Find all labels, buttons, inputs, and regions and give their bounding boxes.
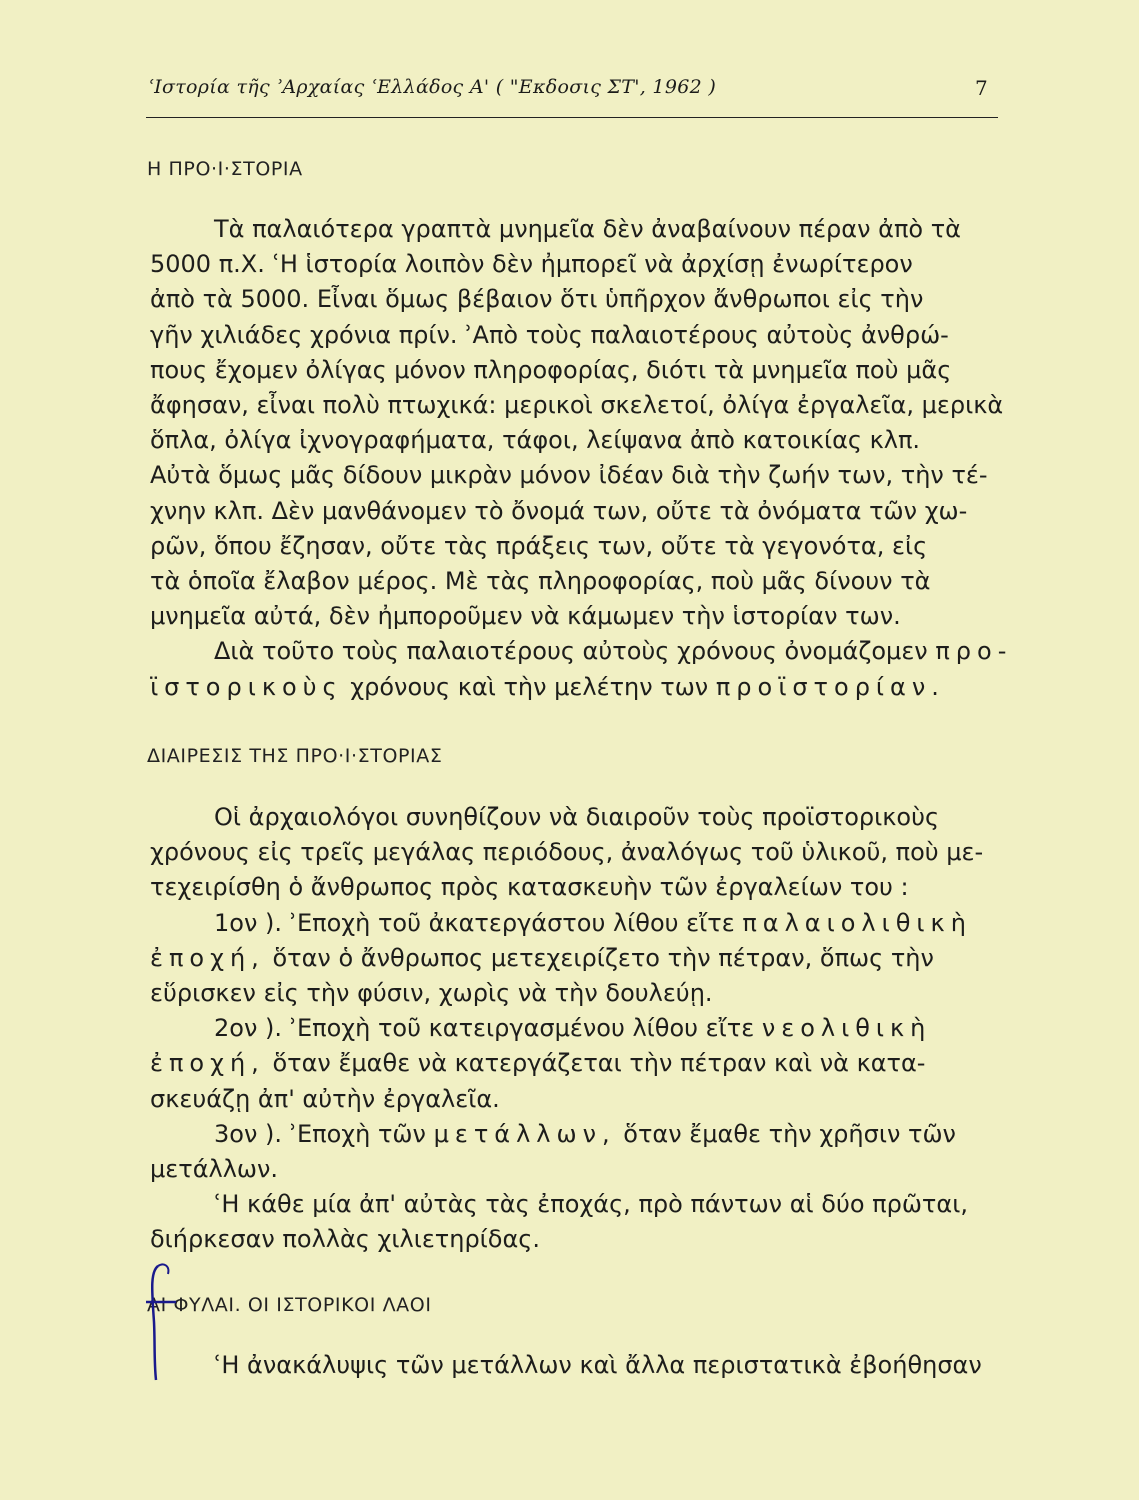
paragraph-prehistory-intro [150,212,1013,705]
section-title-divisions: ΔΙΑΙΡΕΣΙΣ ΤΗΣ ΠΡΟ·Ι·ΣΤΟΡΙΑΣ [147,745,443,767]
text-line [150,1011,1000,1046]
text-fragment: 2ον ). ʾΕποχὴ τοῦ κατειργασμένου λίθου εἴτε [214,1014,755,1043]
text-line: τὰ ὁποῖα ἔλαβον μέρος. Μὲ τὰς πληροφορίας, ποὺ μᾶς δίνουν τὰ [150,567,931,596]
text-line: ρῶν, ὅπου ἔζησαν, οὔτε τὰς πράξεις των, οὔτε τὰ γεγονότα, εἰς [150,531,928,560]
text-fragment: Διὰ τοῦτο τοὺς παλαιοτέρους αὐτοὺς χρόνους ὀνομάζομεν [214,637,928,666]
text-line: Οἱ ἀρχαιολόγοι συνηθίζουν νὰ διαιροῦν τοὺς προϊστορικοὺς [214,803,940,831]
text-fragment: 3ον ). ʾΕποχὴ τῶν [214,1119,426,1148]
spaced-term: ἐποχή, [150,943,265,972]
text-line: διήρκεσαν πολλὰς χιλιετηρίδας. [150,1225,541,1254]
section-title-prehistory: Η ΠΡΟ·Ι·ΣΤΟΡΙΑ [147,158,303,180]
text-fragment: ὅταν ἔμαθε νὰ κατεργάζεται τὴν πέτραν καὶ νὰ κατα- [272,1049,926,1078]
text-line [150,906,1000,941]
text-fragment: ὅταν ἔμαθε τὴν χρῆσιν τῶν [623,1119,956,1148]
spaced-term: ϊστορικοὺς [150,672,343,701]
text-line: γῆν χιλιάδες χρόνια πρίν. ʾΑπὸ τοὺς παλαιοτέρους αὐτοὺς ἀνθρώ- [150,320,949,349]
handwritten-mark-icon [140,1262,180,1382]
paragraph-peoples [150,1348,1000,1383]
text-line [150,634,1013,669]
text-line: τεχειρίσθη ὁ ἄνθρωπος πρὸς κατασκευὴν τῶν ἐργαλείων του : [150,873,909,902]
header-rule [146,117,998,118]
text-line: Αὐτὰ ὅμως μᾶς δίδουν μικρὰν μόνον ἰδέαν διὰ τὴν ζωήν των, τὴν τέ- [150,461,988,490]
text-line: ὅπλα, ὀλίγα ἰχνογραφήματα, τάφοι, λείψανα ἀπὸ κατοικίας κλπ. [150,426,921,455]
text-line: χρόνους εἰς τρεῖς μεγάλας περιόδους, ἀναλόγως τοῦ ὑλικοῦ, ποὺ με- [150,838,984,867]
text-line [150,1046,1000,1081]
text-line: σκευάζῃ ἀπ' αὐτὴν ἐργαλεῖα. [150,1084,500,1113]
text-fragment: χρόνους καὶ τὴν μελέτην των [350,672,709,701]
text-line: ἄφησαν, εἶναι πολὺ πτωχικά: μερικοὶ σκελετοί, ὀλίγα ἐργαλεῖα, μερικὰ [150,391,1004,420]
text-fragment: 1ον ). ʾΕποχὴ τοῦ ἀκατεργάστου λίθου εἴτε [214,908,735,937]
spaced-term: ἐποχή, [150,1049,265,1078]
page-number: 7 [974,76,988,100]
spaced-term: νεολιθικὴ [761,1014,932,1043]
section-title-peoples: ΑΙ ΦΥΛΑΙ. ΟΙ ΙΣΤΟΡΙΚΟΙ ΛΑΟΙ [147,1294,432,1316]
spaced-term: παλαιολιθικὴ [742,908,972,937]
paragraph-divisions [150,800,1000,1258]
running-header [148,76,988,98]
text-fragment: ὅταν ὁ ἄνθρωπος μετεχειρίζετο τὴν πέτραν, ὅπως τὴν [272,943,934,972]
text-line: ʿΗ ἀνακάλυψις τῶν μετάλλων καὶ ἄλλα περιστατικὰ ἐβοήθησαν [214,1351,982,1379]
text-line: ἀπὸ τὰ 5000. Εἶναι ὅμως βέβαιον ὅτι ὑπῆρχον ἄνθρωποι εἰς τὴν [150,285,924,314]
spaced-term: προ- [935,637,1013,666]
text-line: μνημεῖα αὐτά, δὲν ἠμποροῦμεν νὰ κάμωμεν τὴν ἱστορίαν των. [150,602,901,631]
text-line [150,670,1000,705]
text-line: Τὰ παλαιότερα γραπτὰ μνημεῖα δὲν ἀναβαίνουν πέραν ἀπὸ τὰ [214,215,961,243]
text-line: μετάλλων. [150,1155,279,1184]
text-line [150,941,1000,976]
spaced-term: προϊστορίαν. [715,672,945,701]
text-line: εὕρισκεν εἰς τὴν φύσιν, χωρὶς νὰ τὴν δουλεύῃ. [150,979,713,1008]
spaced-term: μετάλλων, [433,1119,616,1148]
text-line: χνην κλπ. Δὲν μανθάνομεν τὸ ὄνομά των, οὔτε τὰ ὀνόματα τῶν χω- [150,496,968,525]
text-line: ʿΗ κάθε μία ἀπ' αὐτὰς τὰς ἐποχάς, πρὸ πάντων αἱ δύο πρῶται, [214,1190,968,1219]
running-title: ʿΙστορία τῆς ʾΑρχαίας ʿΕλλάδος Α' ( "Εκδοσις ΣΤ', 1962 ) [148,76,717,98]
text-line: πους ἔχομεν ὀλίγας μόνον πληροφορίας, διότι τὰ μνημεῖα ποὺ μᾶς [150,355,952,384]
text-line: 5000 π.Χ. ʿΗ ἱστορία λοιπὸν δὲν ἠμπορεῖ νὰ ἀρχίσῃ ἐνωρίτερον [150,250,913,279]
text-line [150,1117,1000,1152]
